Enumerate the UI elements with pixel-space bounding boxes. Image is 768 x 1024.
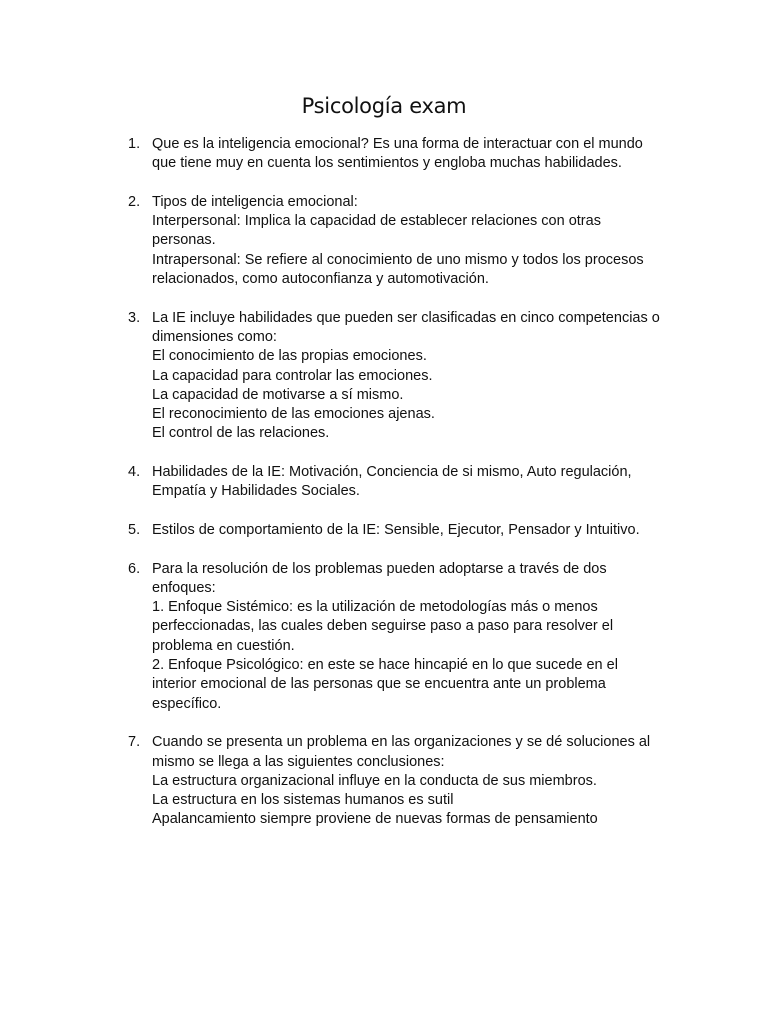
item-text: 2. Enfoque Psicológico: en este se hace hincapié en lo que sucede en el interior emocional de las personas que se encuentra ante un problema específico. [152, 657, 618, 712]
item-text: Interpersonal: Implica la capacidad de establecer relaciones con otras personas. [152, 213, 601, 249]
item-text: El conocimiento de las propias emociones. [152, 348, 427, 365]
list-item-1 [124, 135, 661, 174]
item-text: La estructura en los sistemas humanos es sutil [152, 792, 454, 809]
item-text: Habilidades de la IE: Motivación, Conciencia de si mismo, Auto regulación, Empatía y Habilidades Sociales. [152, 464, 632, 500]
list-item-5 [124, 521, 661, 540]
item-text: Intrapersonal: Se refiere al conocimiento de uno mismo y todos los procesos relacionados, como autoconfianza y automotivación. [152, 251, 644, 288]
item-text: La estructura organizacional influye en la conducta de sus miembros. [152, 772, 597, 789]
item-text: Apalancamiento siempre proviene de nuevas formas de pensamiento [152, 811, 598, 828]
list-item-7 [124, 733, 661, 829]
item-number: 1. [128, 136, 141, 152]
item-number: 5. [128, 521, 141, 538]
list-item-4 [124, 463, 661, 502]
item-text: Cuando se presenta un problema en las organizaciones y se dé soluciones al mismo se llega a las siguientes conclusiones: [152, 734, 651, 770]
item-text: La capacidad para controlar las emociones. [152, 367, 433, 384]
item-text: Estilos de comportamiento de la IE: Sensible, Ejecutor, Pensador y Intuitivo. [152, 521, 640, 538]
item-text: La IE incluye habilidades que pueden ser clasificadas en cinco competencias o dimensiones como: [152, 309, 660, 345]
item-number: 4. [128, 464, 141, 481]
item-number: 3. [128, 309, 141, 326]
item-text: El reconocimiento de las emociones ajenas. [152, 406, 435, 423]
list-item-2 [124, 193, 661, 289]
item-number: 2. [128, 193, 141, 210]
list-item-6 [124, 560, 661, 714]
item-number: 6. [128, 560, 141, 577]
question-list [124, 135, 661, 849]
item-text: El control de las relaciones. [152, 425, 330, 442]
list-item-3 [124, 309, 661, 444]
item-number: 7. [128, 734, 141, 751]
item-text: 1. Enfoque Sistémico: es la utilización de metodologías más o menos perfeccionadas, las cuales deben seguirse paso a paso para resolver el problema en cuestión. [152, 599, 614, 654]
item-text: Que es la inteligencia emocional? Es una forma de interactuar con el mundo que tiene muy en cuenta los sentimientos y engloba muchas habilidades. [152, 136, 643, 172]
document-title: Psicología exam [301, 94, 467, 118]
item-text: Para la resolución de los problemas pueden adoptarse a través de dos enfoques: [152, 560, 607, 596]
item-text: La capacidad de motivarse a sí mismo. [152, 386, 404, 403]
item-text: Tipos de inteligencia emocional: [152, 193, 358, 210]
